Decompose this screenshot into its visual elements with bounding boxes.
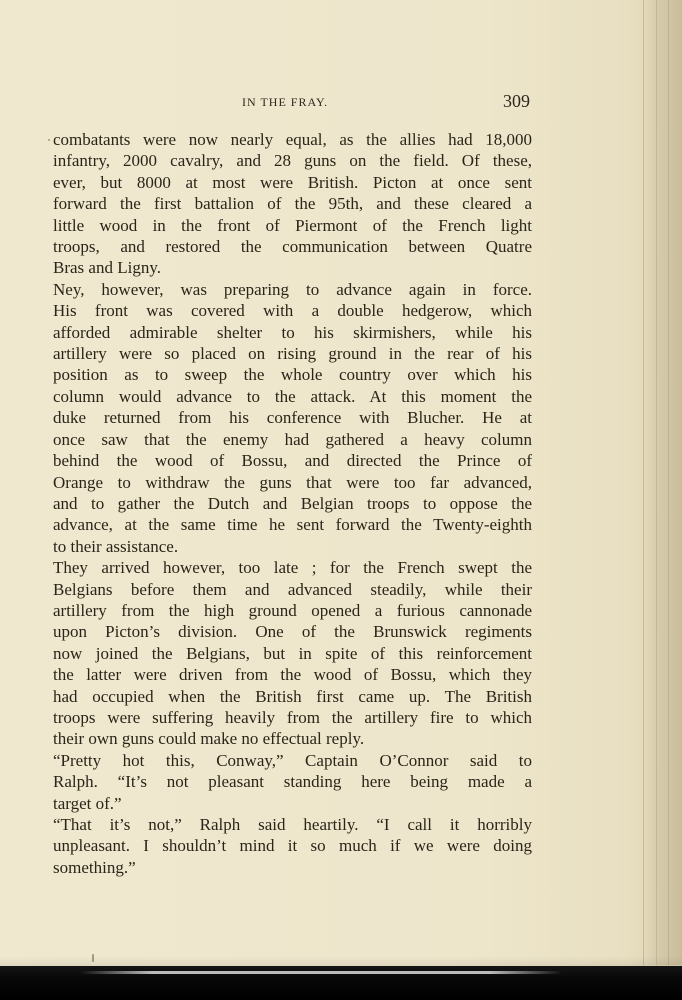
text-line: the latter were driven from the wood of Bossu, which they xyxy=(53,665,532,685)
text-line: artillery were so placed on rising ground in the rear of his xyxy=(53,344,532,364)
running-head: IN THE FRAY. xyxy=(242,95,329,109)
text-line: little wood in the front of Piermont of the French light xyxy=(53,215,532,235)
text-line: Belgians before them and advanced steadily, while their xyxy=(53,579,532,599)
text-line: target of.” xyxy=(53,793,122,813)
text-line: Bras and Ligny. xyxy=(53,258,161,278)
text-line: unpleasant. I shouldn’t mind it so much if we were doing xyxy=(53,836,532,856)
text-line: “Pretty hot this, Conway,” Captain O’Connor said to xyxy=(53,750,532,770)
text-line: their own guns could make no effectual reply. xyxy=(53,729,365,749)
text-line: troops were suffering heavily from the artillery fire to which xyxy=(53,707,532,727)
text-line: “That it’s not,” Ralph said heartily. “I call it horribly xyxy=(53,815,532,834)
text-line: Ney, however, was preparing to advance again in force. xyxy=(53,279,532,299)
page-edge-shadow xyxy=(643,0,682,965)
page-bottom-shadow xyxy=(0,956,682,966)
text-line: Ralph. “It’s not pleasant standing here being made a xyxy=(53,772,532,792)
text-line: had occupied when the British first came up. The British xyxy=(53,686,532,706)
text-line: artillery from the high ground opened a furious cannonade xyxy=(53,600,532,620)
text-line: something.” xyxy=(53,857,136,877)
text-line: They arrived however, too late ; for the French swept the xyxy=(53,558,532,578)
text-line: upon Picton’s division. One of the Brunswick regiments xyxy=(53,622,532,642)
text-line: afforded admirable shelter to his skirmishers, while his xyxy=(53,322,532,342)
text-line: column would advance to the attack. At this moment the xyxy=(53,386,532,406)
page-header xyxy=(0,87,682,117)
scan-glare xyxy=(80,971,562,974)
text-line: His front was covered with a double hedgerow, which xyxy=(53,301,532,321)
text-line: Orange to withdraw the guns that were too far advanced, xyxy=(53,472,532,492)
paper-speck xyxy=(48,139,50,141)
text-line: behind the wood of Bossu, and directed the Prince of xyxy=(53,451,532,471)
text-line: position as to sweep the whole country over which his xyxy=(53,365,532,385)
text-line: once saw that the enemy had gathered a heavy column xyxy=(53,429,532,449)
text-line: combatants were now nearly equal, as the allies had 18,000 xyxy=(53,130,532,149)
text-line: forward the first battalion of the 95th, and these cleared a xyxy=(53,194,532,214)
text-line: infantry, 2000 cavalry, and 28 guns on the field. Of these, xyxy=(53,151,532,171)
text-line: duke returned from his conference with Blucher. He at xyxy=(53,408,532,428)
text-line: to their assistance. xyxy=(53,536,179,556)
text-line: advance, at the same time he sent forward the Twenty-eighth xyxy=(53,515,532,535)
body-text xyxy=(53,129,532,878)
page-number: 309 xyxy=(503,91,530,111)
text-line: and to gather the Dutch and Belgian troops to oppose the xyxy=(53,493,532,513)
text-line: now joined the Belgians, but in spite of this reinforcement xyxy=(53,643,532,663)
text-line: ever, but 8000 at most were British. Picton at once sent xyxy=(53,172,532,192)
text-line: troops, and restored the communication between Quatre xyxy=(53,237,532,257)
